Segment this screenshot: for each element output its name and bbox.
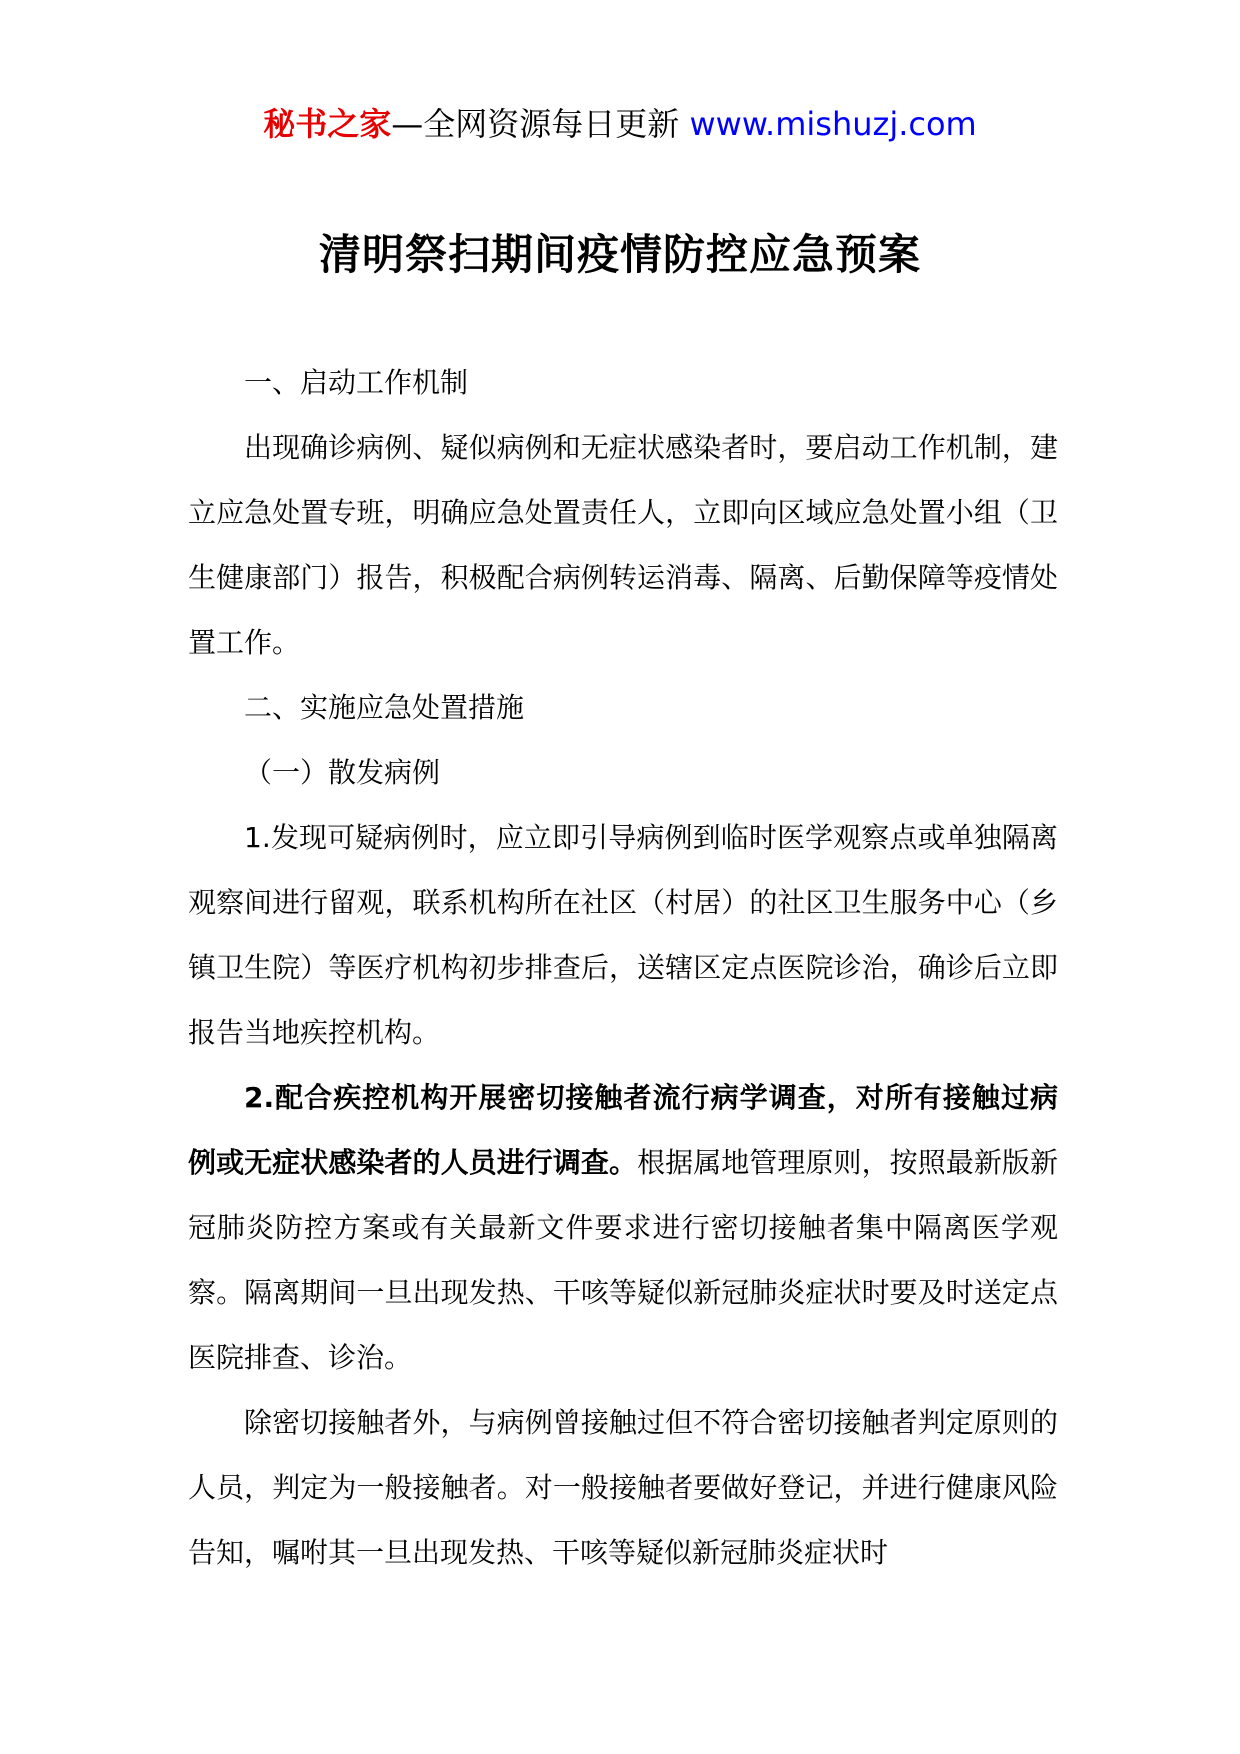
paragraph: 除密切接触者外，与病例曾接触过但不符合密切接触者判定原则的人员，判定为一般接触者。对一般接触者要做好登记，并进行健康风险告知，嘱咐其一旦出现发热、干咳等疑似新冠肺炎症状时 <box>188 1406 1058 1569</box>
section-heading-1: 一、启动工作机制 <box>244 366 469 399</box>
document-title: 清明祭扫期间疫情防控应急预案 <box>318 230 921 279</box>
site-header <box>0 102 1240 146</box>
paragraph: 1.发现可疑病例时，应立即引导病例到临时医学观察点或单独隔离观察间进行留观，联系机构所在社区（村居）的社区卫生服务中心（乡镇卫生院）等医疗机构初步排查后，送辖区定点医院诊治，确诊后立即报告当地疾控机构。 <box>188 821 1058 1049</box>
bold-lead-text: 2.配合疾控机构开展密切接触者流行病学调查，对所有接触过病例或无症状感染者的人员进行调查。 <box>188 1081 1058 1179</box>
site-brand: 秘书之家 <box>263 105 392 143</box>
section-heading-2: 二、实施应急处置措施 <box>244 691 525 724</box>
subsection-heading: （一）散发病例 <box>244 756 441 789</box>
site-slogan: —全网资源每日更新 <box>391 105 690 143</box>
paragraph <box>188 1065 1058 1390</box>
document-body <box>188 350 1058 1585</box>
site-url-link[interactable]: www.mishuzj.com <box>689 105 977 143</box>
paragraph-text: 根据属地管理原则，按照最新版新冠肺炎防控方案或有关最新文件要求进行密切接触者集中隔离医学观察。隔离期间一旦出现发热、干咳等疑似新冠肺炎症状时要及时送定点医院排查、诊治。 <box>188 1146 1058 1374</box>
paragraph: 出现确诊病例、疑似病例和无症状感染者时，要启动工作机制，建立应急处置专班，明确应急处置责任人，立即向区域应急处置小组（卫生健康部门）报告，积极配合病例转运消毒、隔离、后勤保障等疫情处置工作。 <box>188 431 1058 659</box>
